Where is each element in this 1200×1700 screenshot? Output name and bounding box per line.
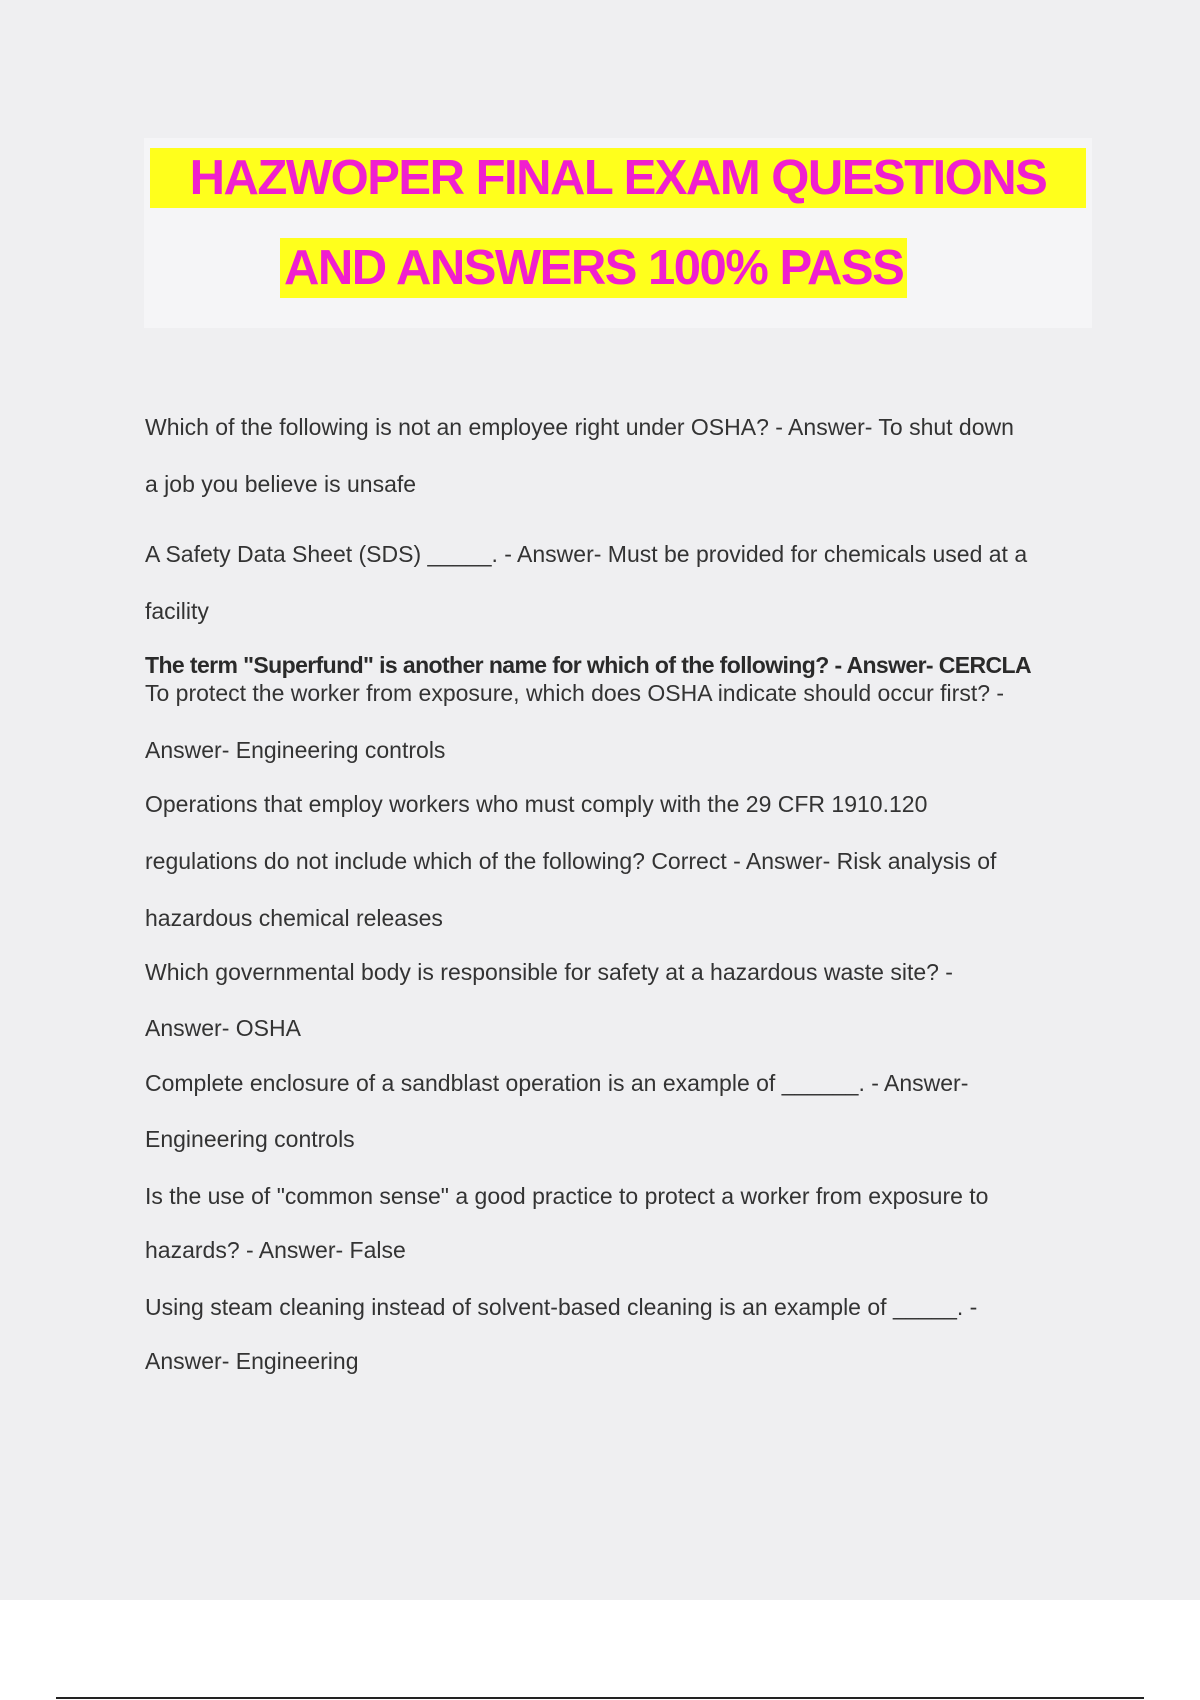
qa-line: Which of the following is not an employee right under OSHA? - Answer- To shut down xyxy=(145,414,1014,440)
qa-line-bold: The term "Superfund" is another name for which of the following? - Answer- CERCLA xyxy=(145,652,1032,678)
footer-divider xyxy=(56,1697,1144,1699)
qa-line: Which governmental body is responsible for safety at a hazardous waste site? - xyxy=(145,959,953,985)
qa-line: Answer- Engineering xyxy=(145,1348,359,1374)
qa-line: Operations that employ workers who must comply with the 29 CFR 1910.120 xyxy=(145,791,928,817)
document-title-line-1: HAZWOPER FINAL EXAM QUESTIONS xyxy=(150,148,1086,208)
qa-line: hazards? - Answer- False xyxy=(145,1237,406,1263)
qa-line: Using steam cleaning instead of solvent-based cleaning is an example of _____. - xyxy=(145,1294,978,1320)
document-title-line-2: AND ANSWERS 100% PASS xyxy=(280,238,907,298)
qa-line: Answer- Engineering controls xyxy=(145,737,446,763)
qa-line: hazardous chemical releases xyxy=(145,905,443,931)
qa-line: a job you believe is unsafe xyxy=(145,471,417,497)
qa-line: Engineering controls xyxy=(145,1126,355,1152)
footer-area xyxy=(0,1600,1200,1700)
qa-line: Complete enclosure of a sandblast operation is an example of ______. - Answer- xyxy=(145,1070,969,1096)
qa-line: Is the use of "common sense" a good practice to protect a worker from exposure to xyxy=(145,1183,989,1209)
qa-line: facility xyxy=(145,598,209,624)
qa-line: regulations do not include which of the following? Correct - Answer- Risk analysis of xyxy=(145,848,997,874)
qa-line: To protect the worker from exposure, which does OSHA indicate should occur first? - xyxy=(145,680,1005,706)
qa-line: A Safety Data Sheet (SDS) _____. - Answer- Must be provided for chemicals used at a xyxy=(145,541,1028,567)
qa-line: Answer- OSHA xyxy=(145,1015,301,1041)
title-block xyxy=(144,138,1092,328)
